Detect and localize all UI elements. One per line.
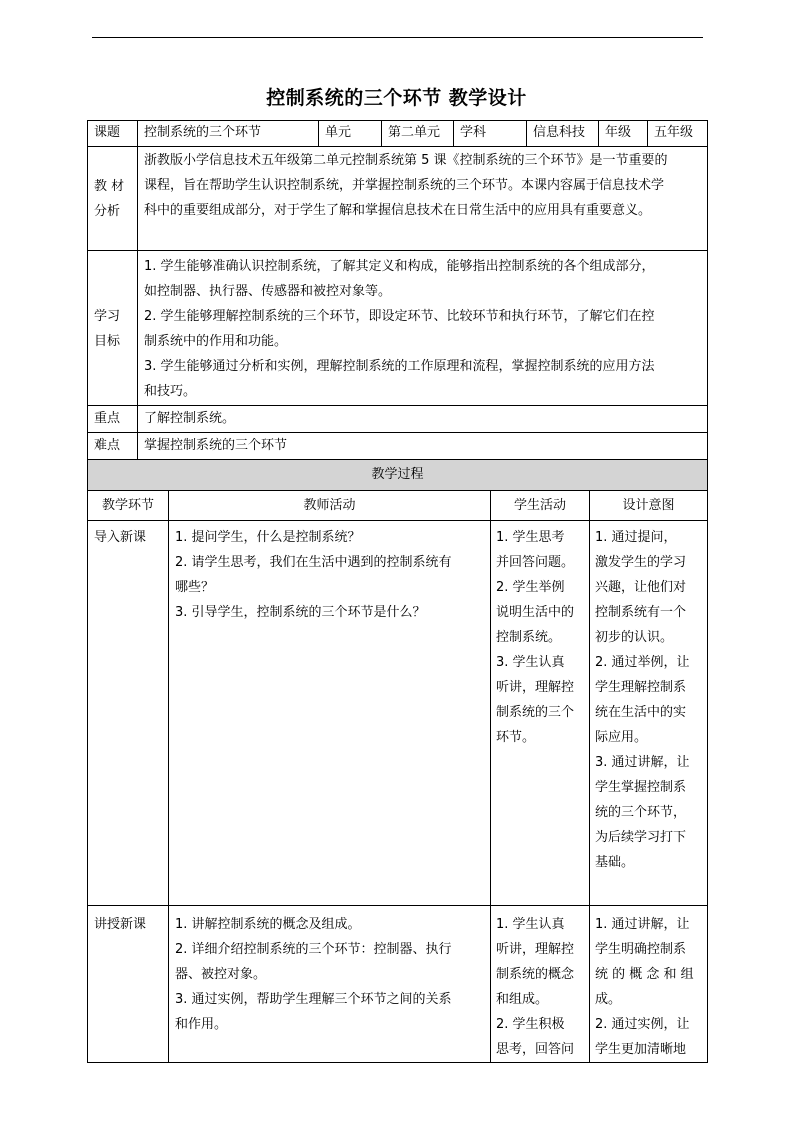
objectives-label: 学习 目标 [94,309,121,349]
page-title: 控制系统的三个环节 教学设计 [266,87,527,109]
unit-label: 单元 [325,125,352,140]
difficulty-label: 难点 [94,438,121,453]
student-activity-intro: 1. 学生思考 并回答问题。 2. 学生举例 说明生活中的 控制系统。 3. 学生认真 听讲，理解控 制系统的三个 环节。 [496,530,575,745]
analysis-label: 教 材 分析 [94,179,125,219]
course-value: 控制系统的三个环节 [144,125,262,140]
difficulty-value: 掌握控制系统的三个环节 [144,438,288,453]
header-student: 学生活动 [513,498,566,513]
process-band-title: 教学过程 [371,467,424,482]
key-point-label: 重点 [94,411,121,426]
subject-label: 学科 [460,125,487,140]
objectives-text: 1. 学生能够准确认识控制系统，了解其定义和构成，能够指出控制系统的各个组成部分， 如控制器、执行器、传感器和被控对象等。 2. 学生能够理解控制系统的三个环节，即设定环节、比较环节和执行环节，了解它们在控 制系统中的作用和功能。 3. 学生能够通过分析和实例，理解控制系统的工作原理和流程，掌握控制系统的应用方法 和技巧。 [144,259,655,399]
header-rule [92,37,703,38]
header-intent: 设计意图 [622,498,675,513]
course-label: 课题 [94,125,121,140]
subject-value: 信息科技 [533,125,586,140]
stage-intro: 导入新课 [94,530,147,545]
analysis-text: 浙教版小学信息技术五年级第二单元控制系统第 5 课《控制系统的三个环节》是一节重要的 课程，旨在帮助学生认识控制系统，并掌握控制系统的三个环节。本课内容属于信息技术学 科中的重要组成部分，对于学生了解和掌握信息技术在日常生活中的应用具有重要意义。 [144,153,668,218]
teacher-activity-new-lesson: 1. 讲解控制系统的概念及组成。 2. 详细介绍控制系统的三个环节：控制器、执行 器、被控对象。 3. 通过实例，帮助学生理解三个环节之间的关系 和作用。 [175,917,452,1032]
header-stage: 教学环节 [101,498,154,513]
intent-intro: 1. 通过提问， 激发学生的学习 兴趣，让他们对 控制系统有一个 初步的认识。 2. 通过举例，让 学生理解控制系 统在生活中的实 际应用。 3. 通过讲解，让 学生掌握控制系 统的三个环节， 为后续学习打下 基础。 [595,530,690,870]
key-point-value: 了解控制系统。 [144,411,236,426]
stage-new-lesson: 讲授新课 [94,917,147,932]
unit-value: 第二单元 [388,125,441,140]
header-teacher: 教师活动 [303,498,356,513]
intent-new-lesson: 1. 通过讲解，让 学生明确控制系 统 的 概 念 和 组 成。 2. 通过实例，让 学生更加清晰地 [595,917,694,1057]
student-activity-new-lesson: 1. 学生认真 听讲，理解控 制系统的概念 和组成。 2. 学生积极 思考，回答问 [496,917,575,1057]
grade-label: 年级 [605,125,632,140]
grade-value: 五年级 [654,125,694,140]
teacher-activity-intro: 1. 提问学生，什么是控制系统？ 2. 请学生思考，我们在生活中遇到的控制系统有 哪些？ 3. 引导学生，控制系统的三个环节是什么？ [175,530,452,620]
